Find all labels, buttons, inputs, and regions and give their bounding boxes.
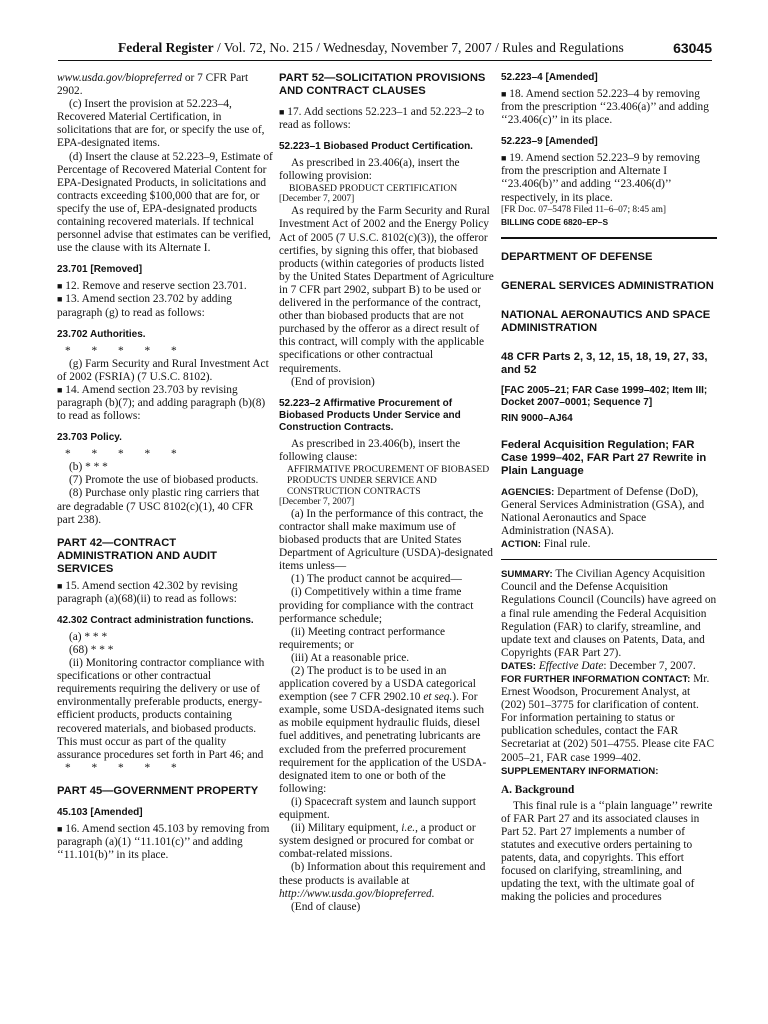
divider [501,237,717,239]
usda-biopreferred-link[interactable]: http://www.usda.gov/biopreferred. [279,887,435,900]
section-heading-23702: 23.702 Authorities. [57,328,146,340]
amendment-14: ■ 14. Amend section 23.703 by revising paragraph (b)(7); and adding paragraph (b)(8) to read as follows: [57,383,266,423]
clause-date: [December 7, 2007] [279,496,355,507]
clause-paragraph-2i: (i) Spacecraft system and launch support equipment. [279,795,476,822]
amendment-16: ■ 16. Amend section 45.103 by removing from paragraph (a)(1) ‘‘11.101(c)’’ and adding ‘‘11.101(b)’’ in its place. [57,822,270,862]
provision-caption: BIOBASED PRODUCT CERTIFICATION [289,183,458,195]
clause-paragraph-2ii: (ii) Military equipment, i.e., a product or system designed or procured for combat or combat-related missions. [279,822,476,861]
square-bullet-icon: ■ [279,107,285,117]
rin: RIN 9000–AJ64 [501,412,573,424]
running-header [58,40,712,61]
end-of-clause: (End of clause) [291,900,361,913]
clause-paragraph-a: (a) In the performance of this contract, the contractor shall make maximum use of biobased products that are United States Department of Agriculture (USDA)-designated items unless— [279,507,493,573]
part-42-heading: PART 42—CONTRACT ADMINISTRATION AND AUDIT SERVICES [57,536,217,575]
end-of-provision: (End of provision) [291,375,375,388]
usda-link[interactable]: www.usda.gov/biopreferred [57,72,182,84]
supplementary-info: SUPPLEMENTARY INFORMATION: [501,765,659,777]
paragraph-c: (c) Insert the provision at 52.223–4, Recovered Material Certification, in solicitations that are for, or specify the use of, EPA-designated items. [57,98,265,150]
section-heading-522231: 52.223–1 Biobased Product Certification. [279,141,473,153]
amendment-17: ■ 17. Add sections 52.223–1 and 52.223–2 to read as follows: [279,106,485,132]
journal-name: Federal Register [118,40,214,55]
paragraph-b: (b) * * * [69,461,108,474]
square-bullet-icon: ■ [57,281,63,292]
fr-doc-line: [FR Doc. 07–5478 Filed 11–6–07; 8:45 am] [501,204,667,215]
amendment-18: ■ 18. Amend section 52.223–4 by removing from the prescription ‘‘23.406(a)’’ and adding ‘‘23.406(c)’’ in its place. [501,88,709,127]
square-bullet-icon: ■ [57,580,63,591]
clause-caption: AFFIRMATIVE PROCUREMENT OF BIOBASED PRODUCTS UNDER SERVICE AND CONSTRUCTION CONTRACTS [287,463,490,497]
clause-paragraph-i: (i) Competitively within a time frame providing for compliance with the contract performance schedule; [279,586,474,625]
agency-nasa: NATIONAL AERONAUTICS AND SPACE ADMINISTRATION [501,308,711,334]
section-heading-45103: 45.103 [Amended] [57,806,143,818]
summary: SUMMARY: The Civilian Agency Acquisition Council and the Defense Acquisition Regulations Council (Councils) have agreed on a final rule amending the Federal Acquisition Regulation (FAR) to clarify, streamline, and update text and clauses on Patents, Data, and Copyrights (FAR Part 27). [501,568,717,659]
square-bullet-icon: ■ [57,384,63,395]
fac-docket: [FAC 2005–21; FAR Case 1999–402; Item III; Docket 2007–0001; Sequence 7] [501,384,708,408]
column-2 [279,72,495,914]
column-3 [501,72,717,905]
billing-code: BILLING CODE 6820–EP–S [501,216,609,227]
certification-text: As required by the Farm Security and Rural Investment Act of 2002 and the Energy Policy Act of 2005 (7 U.S.C. 8102(c)(3)), the offeror certifies, by signing this offer, that biobased products (within categories of products listed by the United States Department of Agriculture in 7 CFR part 2902, subpart B) to be used or delivered in the performance of the contract, other than biobased products that are not purchased by the offeror as a direct result of this contract, will comply with the applicable specifications or other contractual requirements. [279,205,494,375]
clause-paragraph-b: (b) Information about this requirement and these products is available at http://www.usda.gov/biopreferred. [279,861,486,900]
amendment-19: ■ 19. Amend section 52.223–9 by removing from the prescription and Alternate I ‘‘23.406(b)’’ and adding ‘‘23.406(d)’’ respectively, in its place. [501,152,700,204]
amendment-13: ■ 13. Amend section 23.702 by adding paragraph (g) to read as follows: [57,293,232,319]
background-text: This final rule is a ‘‘plain language’’ rewrite of FAR Part 27 and its associated clauses in Part 52. Part 27 implements a number of statutes and executive orders pertaining to patents, data, and copyrights. This effort focused on clarifying, streamlining, and updating the text, with the ultimate goal of making the policies and procedures [501,799,713,904]
divider [501,559,717,560]
agency-dod: DEPARTMENT OF DEFENSE [501,250,653,263]
paragraph: www.usda.gov/biopreferred or 7 CFR Part 2902. [57,72,249,98]
omission-stars: * * * * * [65,761,177,774]
prescription-1: As prescribed in 23.406(a), insert the following provision: [279,157,460,183]
header-title [118,40,624,56]
column-1 [57,72,273,862]
page-number: 63045 [673,40,712,56]
part-45-heading: PART 45—GOVERNMENT PROPERTY [57,784,259,797]
paragraph-a: (a) * * * [69,630,108,643]
section-heading-522239: 52.223–9 [Amended] [501,136,598,148]
section-heading-42302: 42.302 Contract administration functions. [57,614,254,626]
square-bullet-icon: ■ [57,823,63,834]
action: ACTION: Final rule. [501,538,591,551]
square-bullet-icon: ■ [501,89,507,99]
paragraph-ii: (ii) Monitoring contractor compliance with specifications or other contractual requirements requiring the delivery or use of environmentally preferable products, energy-efficient products, products containing recovered materials, and biobased products. This must occur as part of the quality assurance procedures set forth in Part 46; and [57,657,265,761]
square-bullet-icon: ■ [57,294,63,305]
omission-stars: * * * * * [65,448,177,461]
paragraph-68: (68) * * * [69,644,114,656]
amendment-12: ■ 12. Remove and reserve section 23.701. [57,280,247,293]
clause-paragraph-2: (2) The product is to be used in an application covered by a USDA categorical exemption (see 7 CFR 2902.10 et seq.). For example, some USDA-designated items such as mobile equipment hydraulic fluids, diesel fuel additives, and penetrating lubricants are excluded from the preferred procurement requirement for the application of the USDA-designated item to one or both of the following: [279,665,487,795]
prescription-2: As prescribed in 23.406(b), insert the following clause: [279,437,461,463]
agency-gsa: GENERAL SERVICES ADMINISTRATION [501,279,714,292]
square-bullet-icon: ■ [501,153,507,164]
omission-stars: * * * * * [65,344,177,357]
rule-title: Federal Acquisition Regulation; FAR Case 1999–402, FAR Part 27 Rewrite in Plain Language [501,438,707,477]
paragraph-d: (d) Insert the clause at 52.223–9, Estimate of Percentage of Recovered Material Content for EPA-Designated Products, in solicitations and contracts exceeding $100,000 that are for, or specify the use of, EPA-designated products containing recovered materials. If technical personnel advise that estimates can be verified, use the clause with its Alternate I. [57,150,273,255]
section-heading-522234: 52.223–4 [Amended] [501,72,598,83]
section-heading-23703: 23.703 Policy. [57,432,122,444]
clause-paragraph-ii: (ii) Meeting contract performance requirements; or [279,625,446,651]
background-heading: A. Background [501,783,575,796]
amendment-15: ■ 15. Amend section 42.302 by revising paragraph (a)(68)(ii) to read as follows: [57,579,238,605]
clause-paragraph-1: (1) The product cannot be acquired— [291,573,462,586]
contact-info: FOR FURTHER INFORMATION CONTACT: Mr. Ernest Woodson, Procurement Analyst, at (202) 501–3775 for clarification of content. For information pertaining to status or publication schedules, contact the FAR Secretariat at (202) 501–4755. Please cite FAC 2005–21, FAR case 1999–402. [501,672,715,764]
paragraph-b8: (8) Purchase only plastic ring carriers that are degradable (7 USC 8102(c)(1), 40 CFR part 238). [57,487,260,526]
cfr-parts: 48 CFR Parts 2, 3, 12, 15, 18, 19, 27, 33, and 52 [501,350,708,376]
clause-paragraph-iii: (iii) At a reasonable price. [291,651,410,664]
paragraph-g: (g) Farm Security and Rural Investment Act of 2002 (FSRIA) (7 U.S.C. 8102). [57,357,269,383]
part-52-heading: PART 52—SOLICITATION PROVISIONS AND CONTRACT CLAUSES [279,72,486,97]
paragraph-b7: (7) Promote the use of biobased products. [69,474,259,487]
provision-date: [December 7, 2007] [279,194,355,205]
agencies: AGENCIES: Department of Defense (DoD), General Services Administration (GSA), and National Aeronautics and Space Administration (NASA). [501,485,705,538]
dates: DATES: Effective Date: December 7, 2007. [501,659,696,672]
section-heading-522232: 52.223–2 Affirmative Procurement of Biobased Products Under Service and Construction Contracts. [279,397,461,433]
section-heading-23701: 23.701 [Removed] [57,264,143,276]
header-citation: / Vol. 72, No. 215 / Wednesday, November 7, 2007 / Rules and Regulations [213,40,624,55]
